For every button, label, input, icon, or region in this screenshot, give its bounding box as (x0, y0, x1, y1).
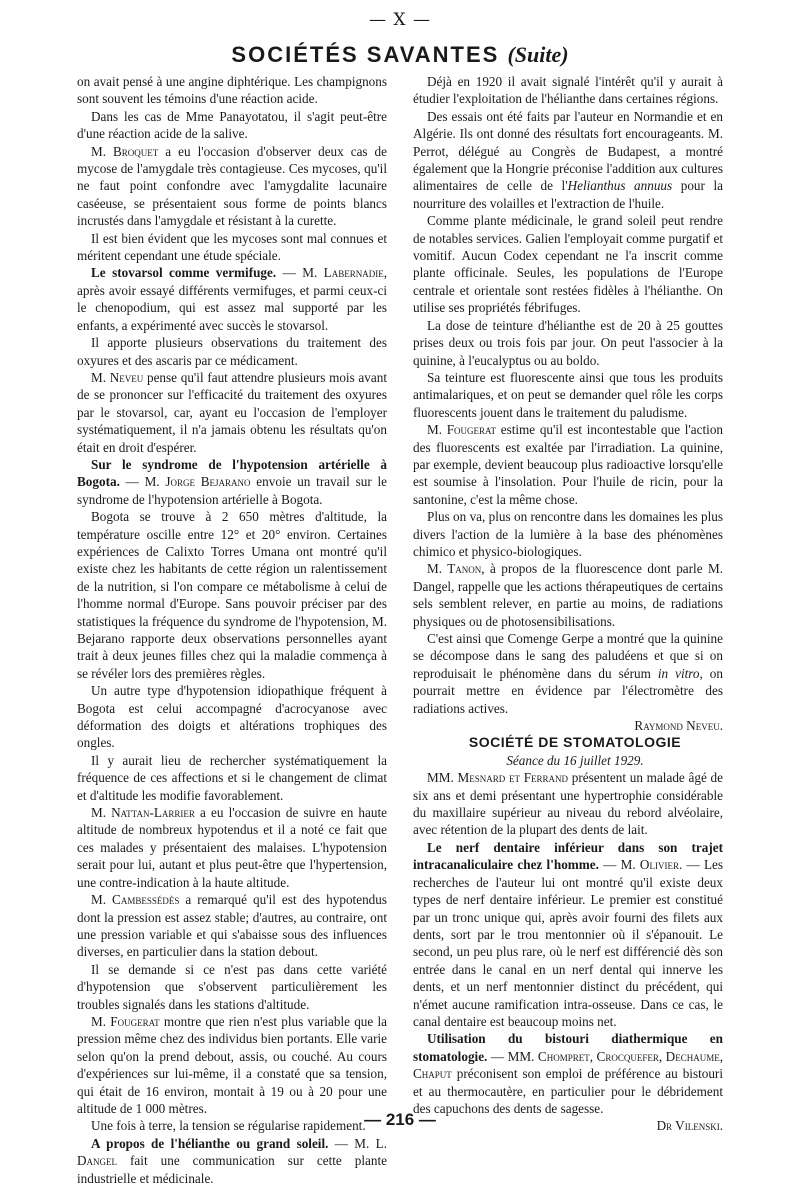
author-name: M. Tanon (427, 561, 482, 577)
paragraph: Comme plante médicinale, le grand soleil peut rendre de notables services. Galien l'employait comme purgatif et vomitif. Aucun Codex cependant ne l'a inscrit comme plante officinale. Seules, les populations de l'Europe centrale et orientale sont restées fidèles à l'hélianthe. On utilise ses propriétés fébrifuges. (413, 213, 723, 316)
paragraph (77, 369, 387, 456)
paragraph: on avait pensé à une angine diphtérique. Les champignons sont souvent les témoins d'une réaction acide. (77, 74, 387, 107)
dash: — (119, 474, 145, 490)
paragraph-text: Des essais ont été faits par l'auteur en Normandie et en Algérie. Ils ont donné des résultats fort encourageants. M. Perrot, délégué au Congrès de Budapest, a montré également que la Hongrie préconise l'addition aux cultures alimentaires de celle de l' (413, 108, 723, 194)
author-name: M. Broquet (91, 143, 159, 159)
paragraph-text: pense qu'il faut attendre plusieurs mois avant de se prononcer sur l'efficacité du traitement des oxyures par le stovarsol, car, ayant eu l'occasion de l'employer systématiquement, il n'a jamais obtenu les résultats qu'on était en droit d'espérer. (77, 369, 387, 455)
communication-title: A propos de l'hélianthe ou grand soleil. (91, 1135, 329, 1151)
species-name: Helianthus annuus (567, 178, 673, 194)
page-title-suite: (Suite) (507, 42, 569, 67)
dash: — (487, 1048, 508, 1064)
paragraph (77, 1135, 387, 1187)
paragraph-text: estime qu'il est incontestable que l'action des fluorescents est exaltée par l'irradiation. La quinine, par exemple, devient beaucoup plus radioactive lorsqu'elle est soumise à l'insolation. Pour l'huile de ricin, pour la santonine, c'est la même chose. (413, 422, 724, 507)
section-subtitle: Séance du 16 juillet 1929. (506, 752, 644, 768)
paragraph (413, 560, 723, 630)
paragraph (77, 264, 387, 334)
communication-title: Le stovarsol comme vermifuge. (91, 265, 277, 281)
paragraph: Un autre type d'hypotension idiopathique fréquent à Bogota est celui accompagné d'acrocyanose avec déformation des doigts et altérations trophiques des ongles. (77, 683, 387, 751)
paragraph: Plus on va, plus on rencontre dans les domaines les plus divers l'action de la lumière à la base des phénomènes chimico et physico-biologiques. (413, 509, 723, 559)
paragraph (77, 143, 387, 230)
author-name: MM. Chompret, Crocquefer, Dechaume, Chaput (413, 1048, 723, 1082)
paragraph: Déjà en 1920 il avait signalé l'intérêt qu'il y aurait à étudier l'exploitation de l'hélianthe dans certaines régions. (413, 74, 723, 107)
paragraph (413, 630, 723, 717)
paragraph: Bogota se trouve à 2 650 mètres d'altitude, la température oscille entre 12° et 20° environ. Certaines expériences de Calixto Torres Umana ont montré qu'il existe chez les habitants de cette région un ralentissement de la nutrition, si l'on compare ce métabolisme à celui de l'homme normal d'Europe. Sans pouvoir préciser par des statistiques la fréquence du syndrome de l'hypotension, M. Bejarano rapporte deux observations personnelles ayant trait à deux jeunes filles chez qui la maladie commença à se révéler lors des premières règles. (77, 509, 387, 681)
paragraph: Il apporte plusieurs observations du traitement des oxyures et des ascaris par ce médicament. (77, 335, 387, 368)
communication-title: Le nerf dentaire inférieur dans son trajet intracanaliculaire chez l'homme. (413, 839, 723, 873)
paragraph: Dans les cas de Mme Panayotatou, il s'agit peut-être d'une réaction acide de la salive. (77, 108, 387, 142)
paragraph-text: , à propos de la fluorescence dont parle M. Dangel, rappelle que les actions thérapeutiques de certains sels semblent relever, en partie au moins, de radiations physiques ou de photosensibilisations. (413, 561, 723, 629)
paragraph-text: , on pourrait mettre en évidence par l'électromètre des radiations actives. (413, 665, 723, 716)
paragraph-text: , après avoir essayé différents vermifuges, et parmi ceux-ci le chenopodium, qui est assez mal supporté par les enfants, a expérimenté avec succès le stovarsol. (77, 265, 388, 333)
page-title (0, 42, 800, 68)
section-number: — X — (369, 10, 431, 30)
paragraph (77, 891, 387, 961)
author-name: M. Olivier (620, 857, 679, 873)
right-column (413, 73, 724, 1134)
author-name: M. Cambessédès (91, 892, 180, 908)
paragraph (413, 108, 723, 212)
paragraph-text: a remarqué qu'il est des hypotendus dont la pression est assez stable; d'autres, au contraire, ont une pression variable et qui s'abaisse sous des influences diverses, en particulier dans la station debout. (77, 892, 387, 960)
paragraph-text: préconisent son emploi de préférence au bistouri et au thermocautère, en particulier pour le débridement des capuchons des dents de sagesse. (413, 1066, 723, 1116)
paragraph: Il y aurait lieu de rechercher systématiquement la fréquence de ces affections et si le changement de climat et d'altitude les modifie favorablement. (77, 752, 387, 803)
signature: Dr Vilenski. (656, 1118, 723, 1134)
left-column (77, 73, 388, 1186)
author-name: M. Fougerat (427, 422, 497, 438)
paragraph: Une fois à terre, la tension se régularise rapidement. (91, 1118, 366, 1134)
author-name: M. Jorge Bejarano (144, 474, 251, 490)
paragraph (413, 1030, 723, 1117)
section-title: SOCIÉTÉ DE STOMATOLOGIE (468, 734, 682, 751)
paragraph: La dose de teinture d'hélianthe est de 20 à 25 gouttes prises deux ou trois fois par jour. On peut l'associer à la quinine, à l'eucalyptus ou au boldo. (413, 317, 723, 368)
paragraph-text: . — Les recherches de l'auteur lui ont montré qu'il existe deux types de nerf dentaire inférieur. Le premier est constitué par un tronc unique qui, après avoir fourni des filets aux dents, sort par le trou mentonnier où il s'épanouit. Le second, un peu plus rare, où le nerf est différencié dès son entrée dans le canal en un nerf dental qui innerve les dents, et un nerf mentonnier distinct du précédent, qui n'émet aucune ramification intra-osseuse. Dans ce cas, le canal dentaire est beaucoup moins net. (413, 857, 724, 1029)
page-number: — 216 — (364, 1110, 436, 1129)
dash: — (598, 857, 621, 873)
author-name: M. Neveu (91, 369, 144, 385)
paragraph (77, 1013, 387, 1117)
page-title-main: SOCIÉTÉS SAVANTES (231, 42, 500, 67)
communication-title: Sur le syndrome de l'hypotension artérielle à Bogota. (77, 456, 387, 490)
dash: — (276, 265, 303, 281)
author-name: M. Nattan-Larrier (91, 805, 195, 821)
author-name: M. Labernadie (302, 265, 384, 281)
communication-title: Utilisation du bistouri diathermique en stomatologie. (413, 1031, 723, 1064)
author-name: M. L. Dangel (77, 1135, 388, 1169)
paragraph (77, 456, 387, 508)
paragraph-text: C'est ainsi que Comenge Gerpe a montré que la quinine se décompose dans le sang des paludéens et que si on reproduisait le phénomène dans du sérum (413, 631, 723, 681)
italic-term: in vitro (657, 665, 700, 681)
paragraph-text: montre que rien n'est plus variable que la pression même chez des individus bien portants. Elle varie selon qu'on la prend debout, assis, ou couché. Au cours d'expériences sur lui-même, il a constaté que sa tension, qui était de 16 environ, montait à 19 ou à 20 pour une altitude de 1 000 mètres. (77, 1013, 387, 1116)
paragraph (413, 769, 723, 839)
paragraph (413, 421, 723, 508)
paragraph-text: envoie un travail sur le syndrome de l'hypotension artérielle à Bogota. (77, 474, 387, 507)
author-name: M. Fougerat (91, 1013, 160, 1029)
paragraph-text: pour la nourriture des volailles et l'extraction de l'huile. (413, 178, 723, 211)
paragraph-text: a eu l'occasion d'observer deux cas de mycose de l'amygdale très contagieuse. Ces mycoses, qu'il ne faut point confondre avec l'amygdalite lacunaire caséeuse, se présentaient sous forme de points blancs incrustés dans l'amygdale et résistant à la curette. (77, 143, 387, 229)
paragraph (77, 804, 387, 891)
paragraph: Sa teinture est fluorescente ainsi que tous les produits antimalariques, et on peut se demander quel rôle les corps fluorescents jouent dans le traitement du paludisme. (413, 369, 723, 420)
author-name: MM. Mesnard et Ferrand (427, 770, 569, 786)
paragraph-text: présentent un malade âgé de six ans et demi présentant une hypertrophie considérable du maxillaire supérieur au niveau du rebord alvéolaire, avec rétention de la plupart des dents de lait. (413, 770, 724, 838)
paragraph: Il est bien évident que les mycoses sont mal connues et méritent cependant une étude spéciale. (77, 230, 387, 264)
dash: — (328, 1135, 355, 1151)
paragraph-text: a eu l'occasion de suivre en haute altitude de nombreux hypotendus et il a noté ce fait que ces malades y présentaient des malaises. L'hypotension serait pour lui, autant et plus peut-être que l'hypertension, une contre-indication à la haute altitude. (77, 805, 387, 890)
paragraph: Il se demande si ce n'est pas dans cette variété d'hypotension que s'observent particulièrement les troubles signalés dans les stations d'altitude. (77, 961, 387, 1012)
paragraph (413, 839, 723, 1030)
paragraph-text: fait une communication sur cette plante industrielle et médicinale. (77, 1153, 387, 1186)
signature: Raymond Neveu. (634, 718, 723, 734)
